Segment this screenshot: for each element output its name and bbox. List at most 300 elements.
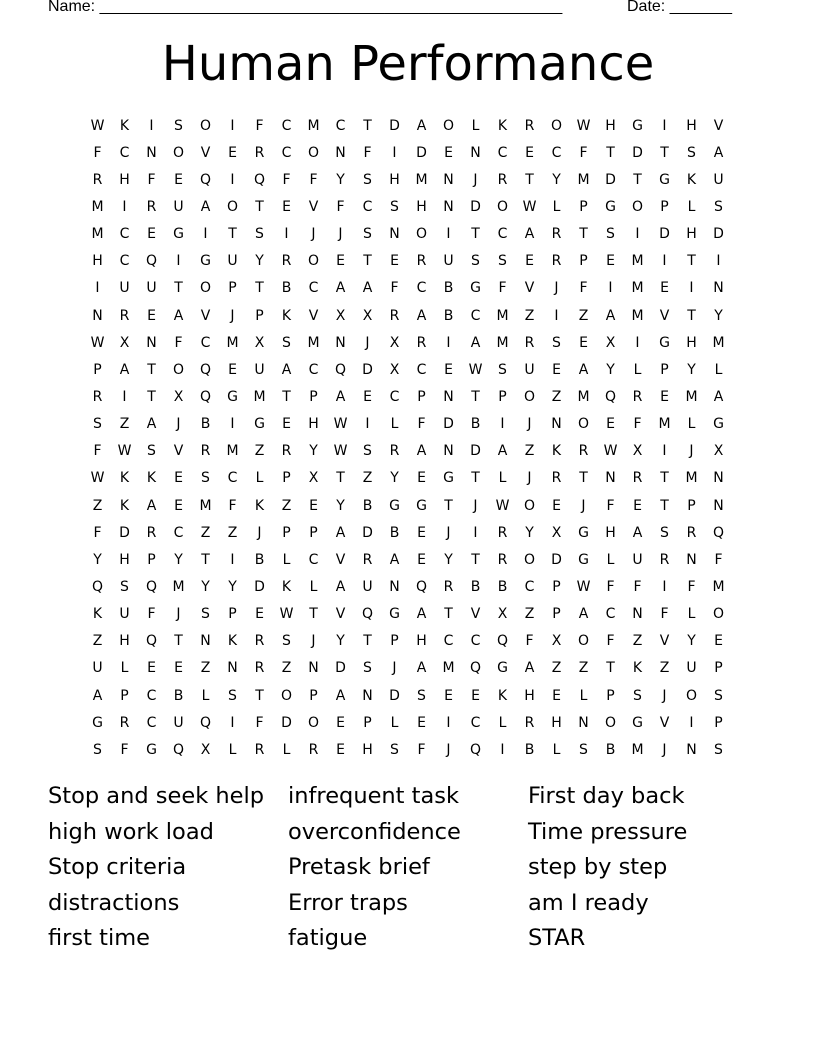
grid-cell[interactable]: Y	[552, 171, 561, 188]
grid-cell[interactable]: K	[281, 578, 292, 595]
grid-cell[interactable]: L	[579, 687, 588, 704]
grid-cell[interactable]: J	[392, 660, 397, 677]
grid-cell[interactable]: T	[444, 497, 453, 514]
grid-cell[interactable]: H	[119, 633, 130, 650]
grid-cell[interactable]: E	[714, 633, 723, 650]
grid-cell[interactable]: H	[416, 198, 427, 215]
grid-cell[interactable]: F	[174, 334, 183, 351]
grid-cell[interactable]: C	[227, 470, 238, 487]
grid-cell[interactable]: E	[336, 741, 345, 758]
grid-cell[interactable]: F	[633, 578, 642, 595]
grid-cell[interactable]: A	[146, 416, 157, 433]
grid-cell[interactable]: C	[119, 253, 130, 270]
grid-cell[interactable]: Q	[172, 741, 185, 758]
grid-cell[interactable]: E	[606, 253, 615, 270]
grid-cell[interactable]: U	[92, 660, 103, 677]
grid-cell[interactable]: D	[335, 660, 346, 677]
grid-cell[interactable]: V	[200, 144, 211, 161]
grid-cell[interactable]: C	[497, 226, 508, 243]
grid-cell[interactable]: J	[662, 741, 667, 758]
grid-cell[interactable]: R	[551, 253, 562, 270]
grid-cell[interactable]: K	[227, 633, 238, 650]
grid-cell[interactable]: R	[254, 633, 265, 650]
grid-cell[interactable]: W	[333, 416, 348, 433]
grid-cell[interactable]: E	[363, 388, 372, 405]
grid-cell[interactable]: L	[687, 198, 696, 215]
grid-cell[interactable]: C	[497, 144, 508, 161]
grid-cell[interactable]: W	[495, 497, 510, 514]
grid-cell[interactable]: O	[496, 198, 509, 215]
grid-cell[interactable]: R	[119, 307, 130, 324]
grid-cell[interactable]: M	[253, 388, 266, 405]
grid-cell[interactable]: J	[446, 524, 451, 541]
grid-cell[interactable]: E	[417, 470, 426, 487]
grid-cell[interactable]: X	[713, 443, 724, 460]
grid-cell[interactable]: N	[578, 714, 589, 731]
grid-cell[interactable]: J	[176, 416, 181, 433]
grid-cell[interactable]: Q	[253, 171, 266, 188]
grid-cell[interactable]: D	[362, 524, 373, 541]
grid-cell[interactable]: N	[146, 144, 157, 161]
grid-cell[interactable]: X	[335, 307, 346, 324]
grid-cell[interactable]: M	[442, 660, 455, 677]
grid-cell[interactable]: I	[446, 334, 451, 351]
grid-cell[interactable]: O	[172, 361, 185, 378]
grid-cell[interactable]: N	[470, 144, 481, 161]
grid-cell[interactable]: J	[527, 470, 532, 487]
grid-cell[interactable]: P	[714, 660, 723, 677]
grid-cell[interactable]: S	[363, 226, 372, 243]
grid-cell[interactable]: F	[714, 551, 723, 568]
grid-cell[interactable]: E	[228, 144, 237, 161]
grid-cell[interactable]: Y	[687, 361, 696, 378]
grid-cell[interactable]: F	[606, 497, 615, 514]
grid-cell[interactable]: X	[389, 361, 400, 378]
grid-cell[interactable]: P	[228, 280, 237, 297]
grid-cell[interactable]: R	[200, 443, 211, 460]
grid-cell[interactable]: N	[146, 334, 157, 351]
grid-cell[interactable]: H	[416, 633, 427, 650]
grid-cell[interactable]: W	[90, 117, 105, 134]
grid-cell[interactable]: Q	[604, 388, 617, 405]
grid-cell[interactable]: L	[714, 361, 723, 378]
grid-cell[interactable]: Q	[361, 606, 374, 623]
grid-cell[interactable]: I	[689, 280, 694, 297]
grid-cell[interactable]: T	[363, 253, 372, 270]
grid-cell[interactable]: R	[632, 388, 643, 405]
grid-cell[interactable]: G	[92, 714, 103, 731]
grid-cell[interactable]: E	[552, 687, 561, 704]
grid-cell[interactable]: I	[689, 714, 694, 731]
grid-cell[interactable]: T	[660, 144, 669, 161]
grid-cell[interactable]: C	[470, 307, 481, 324]
grid-cell[interactable]: T	[228, 226, 237, 243]
grid-cell[interactable]: F	[687, 578, 696, 595]
grid-cell[interactable]: N	[443, 388, 454, 405]
grid-cell[interactable]: N	[92, 307, 103, 324]
grid-cell[interactable]: I	[608, 280, 613, 297]
grid-cell[interactable]: Y	[201, 578, 210, 595]
grid-cell[interactable]: K	[497, 117, 508, 134]
grid-cell[interactable]: I	[230, 416, 235, 433]
grid-cell[interactable]: J	[311, 226, 316, 243]
grid-cell[interactable]: Z	[92, 497, 103, 514]
grid-cell[interactable]: Q	[145, 578, 158, 595]
grid-cell[interactable]: O	[577, 633, 590, 650]
grid-cell[interactable]: S	[552, 334, 561, 351]
grid-cell[interactable]: J	[365, 334, 370, 351]
grid-cell[interactable]: E	[444, 361, 453, 378]
grid-cell[interactable]: B	[200, 416, 211, 433]
grid-cell[interactable]: T	[471, 388, 480, 405]
grid-cell[interactable]: E	[174, 470, 183, 487]
grid-cell[interactable]: W	[576, 117, 591, 134]
grid-cell[interactable]: Z	[362, 470, 373, 487]
grid-cell[interactable]: X	[497, 606, 508, 623]
grid-cell[interactable]: V	[173, 443, 184, 460]
grid-cell[interactable]: T	[363, 633, 372, 650]
grid-cell[interactable]: K	[686, 171, 697, 188]
grid-cell[interactable]: N	[551, 416, 562, 433]
grid-cell[interactable]: S	[282, 334, 291, 351]
grid-cell[interactable]: I	[230, 171, 235, 188]
grid-cell[interactable]: C	[416, 280, 427, 297]
grid-cell[interactable]: C	[173, 524, 184, 541]
grid-cell[interactable]: J	[662, 687, 667, 704]
grid-cell[interactable]: D	[659, 226, 670, 243]
grid-cell[interactable]: S	[147, 443, 156, 460]
grid-cell[interactable]: X	[119, 334, 130, 351]
grid-cell[interactable]: F	[93, 443, 102, 460]
grid-cell[interactable]: E	[309, 497, 318, 514]
grid-cell[interactable]: Q	[469, 741, 482, 758]
grid-cell[interactable]: V	[335, 606, 346, 623]
grid-cell[interactable]: G	[659, 171, 670, 188]
grid-cell[interactable]: T	[255, 198, 264, 215]
grid-cell[interactable]: A	[335, 388, 346, 405]
grid-cell[interactable]: T	[309, 606, 318, 623]
grid-cell[interactable]: F	[228, 497, 237, 514]
grid-cell[interactable]: S	[363, 171, 372, 188]
grid-cell[interactable]: C	[362, 198, 373, 215]
grid-cell[interactable]: F	[255, 714, 264, 731]
grid-cell[interactable]: M	[631, 280, 644, 297]
grid-cell[interactable]: O	[199, 280, 212, 297]
grid-cell[interactable]: S	[282, 633, 291, 650]
grid-cell[interactable]: G	[254, 416, 265, 433]
grid-cell[interactable]: P	[498, 388, 507, 405]
grid-cell[interactable]: H	[605, 117, 616, 134]
grid-cell[interactable]: R	[524, 334, 535, 351]
grid-cell[interactable]: H	[524, 687, 535, 704]
grid-cell[interactable]: T	[147, 361, 156, 378]
grid-cell[interactable]: Q	[91, 578, 104, 595]
grid-cell[interactable]: A	[281, 361, 292, 378]
grid-cell[interactable]: S	[606, 226, 615, 243]
grid-cell[interactable]: C	[146, 714, 157, 731]
grid-cell[interactable]: A	[470, 334, 481, 351]
grid-cell[interactable]: F	[93, 524, 102, 541]
grid-cell[interactable]: I	[149, 117, 154, 134]
grid-cell[interactable]: H	[308, 416, 319, 433]
grid-cell[interactable]: W	[90, 470, 105, 487]
grid-cell[interactable]: K	[92, 606, 103, 623]
grid-cell[interactable]: C	[308, 551, 319, 568]
grid-cell[interactable]: J	[554, 280, 559, 297]
grid-cell[interactable]: B	[605, 741, 616, 758]
grid-cell[interactable]: Z	[659, 660, 670, 677]
grid-cell[interactable]: Z	[551, 660, 562, 677]
grid-cell[interactable]: O	[415, 226, 428, 243]
grid-cell[interactable]: K	[497, 687, 508, 704]
grid-cell[interactable]: N	[713, 497, 724, 514]
grid-cell[interactable]: Q	[199, 714, 212, 731]
grid-cell[interactable]: X	[173, 388, 184, 405]
grid-cell[interactable]: B	[443, 280, 454, 297]
grid-cell[interactable]: U	[173, 714, 184, 731]
grid-cell[interactable]: A	[578, 361, 589, 378]
date-field[interactable]: Date: _______	[627, 0, 732, 15]
grid-cell[interactable]: S	[471, 253, 480, 270]
grid-cell[interactable]: T	[660, 470, 669, 487]
grid-cell[interactable]: E	[336, 714, 345, 731]
grid-cell[interactable]: E	[336, 253, 345, 270]
grid-cell[interactable]: R	[551, 226, 562, 243]
grid-cell[interactable]: B	[470, 416, 481, 433]
grid-cell[interactable]: R	[551, 470, 562, 487]
grid-cell[interactable]: E	[174, 660, 183, 677]
grid-cell[interactable]: R	[119, 714, 130, 731]
grid-cell[interactable]: R	[416, 253, 427, 270]
grid-cell[interactable]: P	[228, 606, 237, 623]
grid-cell[interactable]: F	[579, 280, 588, 297]
grid-cell[interactable]: C	[524, 578, 535, 595]
grid-cell[interactable]: F	[255, 117, 264, 134]
grid-cell[interactable]: U	[173, 198, 184, 215]
grid-cell[interactable]: U	[713, 171, 724, 188]
grid-cell[interactable]: M	[685, 388, 698, 405]
grid-cell[interactable]: I	[662, 253, 667, 270]
grid-cell[interactable]: R	[659, 551, 670, 568]
grid-cell[interactable]: P	[417, 388, 426, 405]
grid-cell[interactable]: T	[687, 253, 696, 270]
grid-cell[interactable]: C	[335, 117, 346, 134]
grid-cell[interactable]: P	[147, 551, 156, 568]
grid-cell[interactable]: Z	[524, 443, 535, 460]
grid-cell[interactable]: V	[200, 307, 211, 324]
grid-cell[interactable]: U	[686, 660, 697, 677]
grid-cell[interactable]: Y	[687, 633, 696, 650]
grid-cell[interactable]: E	[444, 144, 453, 161]
grid-cell[interactable]: T	[201, 551, 210, 568]
grid-cell[interactable]: A	[335, 578, 346, 595]
grid-cell[interactable]: A	[389, 551, 400, 568]
grid-cell[interactable]: J	[230, 307, 235, 324]
grid-cell[interactable]: L	[498, 470, 507, 487]
grid-cell[interactable]: R	[497, 524, 508, 541]
grid-cell[interactable]: X	[551, 524, 562, 541]
grid-cell[interactable]: U	[146, 280, 157, 297]
grid-cell[interactable]: L	[282, 551, 291, 568]
grid-cell[interactable]: Z	[524, 307, 535, 324]
grid-cell[interactable]: L	[309, 578, 318, 595]
grid-cell[interactable]: S	[120, 578, 129, 595]
grid-cell[interactable]: N	[686, 551, 697, 568]
grid-cell[interactable]: W	[522, 198, 537, 215]
grid-cell[interactable]: X	[254, 334, 265, 351]
grid-cell[interactable]: R	[578, 443, 589, 460]
grid-cell[interactable]: R	[497, 171, 508, 188]
grid-cell[interactable]: M	[226, 443, 239, 460]
grid-cell[interactable]: I	[122, 388, 127, 405]
grid-cell[interactable]: W	[603, 443, 618, 460]
grid-cell[interactable]: K	[119, 470, 130, 487]
grid-cell[interactable]: Y	[93, 551, 102, 568]
grid-cell[interactable]: P	[363, 714, 372, 731]
grid-cell[interactable]: Q	[199, 171, 212, 188]
grid-cell[interactable]: G	[578, 551, 589, 568]
grid-cell[interactable]: Y	[336, 497, 345, 514]
grid-cell[interactable]: K	[632, 660, 643, 677]
grid-cell[interactable]: S	[687, 144, 696, 161]
grid-cell[interactable]: L	[633, 361, 642, 378]
grid-cell[interactable]: I	[554, 307, 559, 324]
grid-cell[interactable]: I	[122, 198, 127, 215]
grid-cell[interactable]: J	[446, 741, 451, 758]
grid-cell[interactable]: J	[473, 171, 478, 188]
grid-cell[interactable]: E	[147, 307, 156, 324]
grid-cell[interactable]: R	[146, 198, 157, 215]
grid-cell[interactable]: X	[389, 334, 400, 351]
grid-cell[interactable]: T	[633, 171, 642, 188]
grid-cell[interactable]: Z	[200, 524, 211, 541]
grid-cell[interactable]: T	[471, 226, 480, 243]
grid-cell[interactable]: Z	[524, 606, 535, 623]
grid-cell[interactable]: Z	[578, 307, 589, 324]
grid-cell[interactable]: I	[284, 226, 289, 243]
grid-cell[interactable]: U	[119, 606, 130, 623]
grid-cell[interactable]: R	[362, 551, 373, 568]
grid-cell[interactable]: B	[362, 497, 373, 514]
grid-cell[interactable]: C	[308, 280, 319, 297]
grid-cell[interactable]: M	[496, 334, 509, 351]
grid-cell[interactable]: L	[498, 714, 507, 731]
grid-cell[interactable]: Q	[415, 578, 428, 595]
grid-cell[interactable]: G	[227, 388, 238, 405]
grid-cell[interactable]: U	[119, 280, 130, 297]
grid-cell[interactable]: S	[201, 606, 210, 623]
grid-cell[interactable]: A	[416, 660, 427, 677]
grid-cell[interactable]: A	[713, 388, 724, 405]
grid-cell[interactable]: N	[362, 687, 373, 704]
grid-cell[interactable]: I	[230, 714, 235, 731]
grid-cell[interactable]: M	[712, 334, 725, 351]
grid-cell[interactable]: M	[631, 741, 644, 758]
grid-cell[interactable]: L	[606, 551, 615, 568]
grid-cell[interactable]: I	[392, 144, 397, 161]
grid-cell[interactable]: D	[119, 524, 130, 541]
grid-cell[interactable]: X	[362, 307, 373, 324]
grid-cell[interactable]: T	[174, 633, 183, 650]
grid-cell[interactable]: S	[390, 198, 399, 215]
grid-cell[interactable]: Q	[145, 633, 158, 650]
grid-cell[interactable]: W	[90, 334, 105, 351]
grid-cell[interactable]: O	[172, 144, 185, 161]
grid-cell[interactable]: Y	[390, 470, 399, 487]
grid-cell[interactable]: F	[309, 171, 318, 188]
grid-cell[interactable]: H	[686, 334, 697, 351]
grid-cell[interactable]: F	[417, 741, 426, 758]
grid-cell[interactable]: A	[632, 524, 643, 541]
grid-cell[interactable]: L	[390, 714, 399, 731]
grid-cell[interactable]: I	[500, 416, 505, 433]
grid-cell[interactable]: F	[93, 144, 102, 161]
grid-cell[interactable]: N	[389, 226, 400, 243]
grid-cell[interactable]: S	[498, 253, 507, 270]
grid-cell[interactable]: Q	[145, 253, 158, 270]
grid-cell[interactable]: T	[147, 388, 156, 405]
grid-cell[interactable]: C	[443, 633, 454, 650]
grid-cell[interactable]: F	[606, 578, 615, 595]
grid-cell[interactable]: O	[307, 144, 320, 161]
grid-cell[interactable]: L	[120, 660, 129, 677]
grid-cell[interactable]: E	[282, 416, 291, 433]
grid-cell[interactable]: S	[174, 117, 183, 134]
grid-cell[interactable]: I	[95, 280, 100, 297]
grid-cell[interactable]: Y	[444, 551, 453, 568]
grid-cell[interactable]: M	[577, 388, 590, 405]
grid-cell[interactable]: E	[660, 280, 669, 297]
grid-cell[interactable]: Y	[714, 307, 723, 324]
grid-cell[interactable]: K	[254, 497, 265, 514]
grid-cell[interactable]: D	[254, 578, 265, 595]
grid-cell[interactable]: C	[200, 334, 211, 351]
grid-cell[interactable]: E	[390, 253, 399, 270]
grid-cell[interactable]: D	[443, 416, 454, 433]
grid-cell[interactable]: E	[579, 334, 588, 351]
grid-cell[interactable]: S	[714, 741, 723, 758]
grid-cell[interactable]: X	[605, 334, 616, 351]
grid-cell[interactable]: A	[335, 524, 346, 541]
grid-cell[interactable]: A	[605, 307, 616, 324]
grid-cell[interactable]: L	[390, 416, 399, 433]
grid-cell[interactable]: K	[551, 443, 562, 460]
grid-cell[interactable]: T	[174, 280, 183, 297]
grid-cell[interactable]: G	[578, 524, 589, 541]
grid-cell[interactable]: F	[498, 280, 507, 297]
grid-cell[interactable]: F	[363, 144, 372, 161]
grid-cell[interactable]: A	[416, 117, 427, 134]
grid-cell[interactable]: T	[687, 307, 696, 324]
grid-cell[interactable]: Z	[119, 416, 130, 433]
grid-cell[interactable]: S	[498, 361, 507, 378]
grid-cell[interactable]: D	[713, 226, 724, 243]
grid-cell[interactable]: B	[497, 578, 508, 595]
grid-cell[interactable]: E	[552, 361, 561, 378]
grid-cell[interactable]: I	[716, 253, 721, 270]
grid-cell[interactable]: T	[255, 687, 264, 704]
grid-cell[interactable]: G	[389, 497, 400, 514]
grid-cell[interactable]: C	[281, 117, 292, 134]
grid-cell[interactable]: E	[282, 198, 291, 215]
grid-cell[interactable]: A	[524, 226, 535, 243]
grid-cell[interactable]: L	[552, 741, 561, 758]
grid-cell[interactable]: R	[254, 660, 265, 677]
grid-cell[interactable]: J	[527, 416, 532, 433]
grid-cell[interactable]: T	[471, 551, 480, 568]
grid-cell[interactable]: L	[687, 606, 696, 623]
grid-cell[interactable]: S	[579, 741, 588, 758]
